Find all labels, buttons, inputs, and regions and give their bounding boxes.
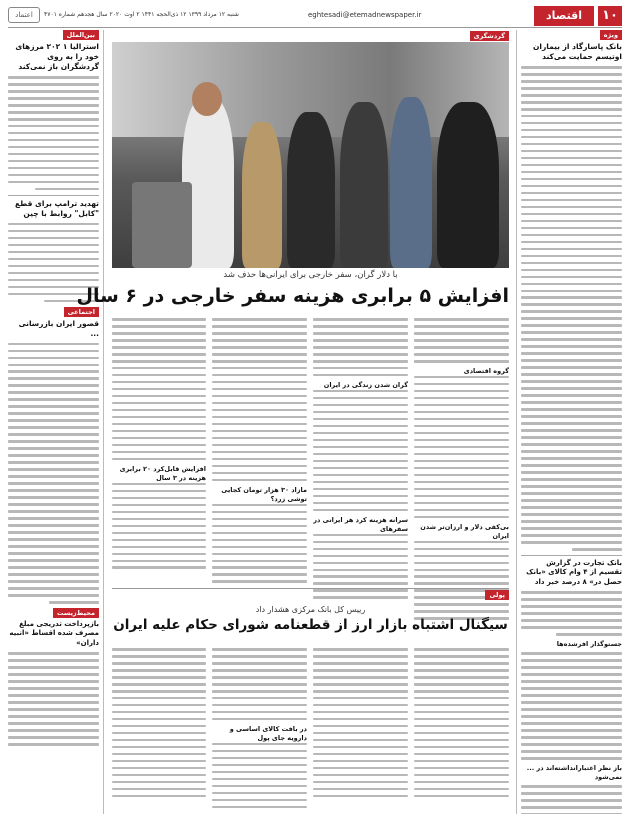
newspaper-logo: اعتماد	[8, 7, 40, 23]
kicker-environment: محیط‌زیست	[8, 608, 99, 618]
second-body-col-4	[112, 648, 206, 802]
kicker-social: اجتماعی	[8, 307, 99, 317]
second-body	[112, 648, 509, 814]
article-body	[8, 343, 99, 604]
right-column	[516, 30, 622, 814]
second-kicker-row	[112, 590, 509, 602]
kicker-monetary: پولی	[485, 590, 509, 600]
subhead-right-2[interactable]: باز نظر اعتبار‌انداشته‌اند در ... نمی‌شود	[526, 764, 622, 782]
subhead-30k: مازاد ۳۰ هزار تومان کجایی توشی زرد؟	[221, 485, 307, 503]
headline-pasargad[interactable]: بانک پاسارگاد از بیماران اوتیسم حمایت می‌کند	[532, 42, 622, 61]
kicker-tourism: گردشگری	[470, 31, 509, 41]
second-body-col-3	[212, 648, 307, 813]
section-email[interactable]: eghtesadi@etemadnewspaper.ir	[308, 11, 422, 19]
second-story-rule	[112, 588, 509, 589]
second-deck: رییس کل بانک مرکزی هشدار داد	[255, 605, 366, 614]
article-body	[8, 652, 99, 745]
second-body-col-2	[313, 648, 408, 802]
main-photo	[112, 42, 509, 268]
subhead-per-capita: سرانه هزینه کرد هر ایرانی در سفرهای	[313, 515, 408, 533]
main-body-col-1	[414, 318, 509, 584]
headline-trump-china[interactable]: تهدید ترامپ برای قطع "کابل" روابط با چین	[15, 198, 99, 218]
second-headline[interactable]: سیگنال اشتباه بازار ارز از قطعنامه شورای حکام علیه ایران	[113, 617, 508, 633]
headline-social[interactable]: قصور ایران بازرسانی ...	[18, 318, 99, 338]
subhead-right-1[interactable]: جستوگذار افرشده‌ها	[556, 640, 622, 649]
headline-installments[interactable]: بازپرداخت تدریجی مبلغ مصرف شده اقساط «انبیه داران»	[9, 619, 99, 647]
page-number: ۱۰	[598, 6, 622, 26]
dateline: شنبه ۱۲ مرداد ۱۳۹۹ ۱۲ ذی‌الحجه ۱۴۴۱ ۲ اوت ۲۰۲۰ سال هجدهم شماره ۴۷۰۱	[44, 11, 239, 18]
byline: گروه اقتصادی	[463, 366, 509, 375]
article-body	[8, 76, 99, 190]
headline-australia[interactable]: استرالیا ۱ ۲۰۲ مرزهای خود را به روی گردشگران باز نمی‌کند	[15, 42, 99, 71]
main-kicker-row	[112, 30, 509, 42]
main-body-col-3	[212, 318, 307, 584]
main-body-col-2	[313, 318, 408, 584]
subhead-living-cost: گران شدن زندگی در ایران	[323, 380, 408, 389]
article-body	[521, 591, 622, 636]
subhead-basic-goods: در بافت کالای اساسی و دارویه جای پول	[229, 724, 307, 742]
subhead-20x: افزایش قابل‌کرد ۲۰ برابری هزینه در ۳ سال	[119, 464, 206, 482]
subhead-dollar: بی‌کفی دلار و ارزان‌تر شدن ایران	[420, 522, 509, 540]
section-label: اقتصاد	[534, 6, 594, 26]
main-body-col-4	[112, 318, 206, 584]
kicker-special: ویژه	[521, 30, 622, 40]
article-body	[521, 652, 622, 759]
article-body	[521, 66, 622, 551]
masthead-bar	[8, 6, 622, 28]
second-body-col-1	[414, 648, 509, 802]
left-column	[8, 30, 104, 814]
headline-tejarat[interactable]: بانک تجارت در گزارش تقسیم از ۴ وام کالای «بانک حصل در» ۸ درصد خبر داد	[526, 558, 622, 586]
main-headline[interactable]: افزایش ۵ برابری هزینه سفر خارجی در ۶ سال	[76, 285, 509, 307]
kicker-international: بین‌الملل	[8, 30, 99, 40]
main-body	[112, 318, 509, 584]
article-body	[521, 785, 622, 814]
main-deck: با دلار گران، سفر خارجی برای ایرانی‌ها حذف شد	[223, 270, 398, 280]
